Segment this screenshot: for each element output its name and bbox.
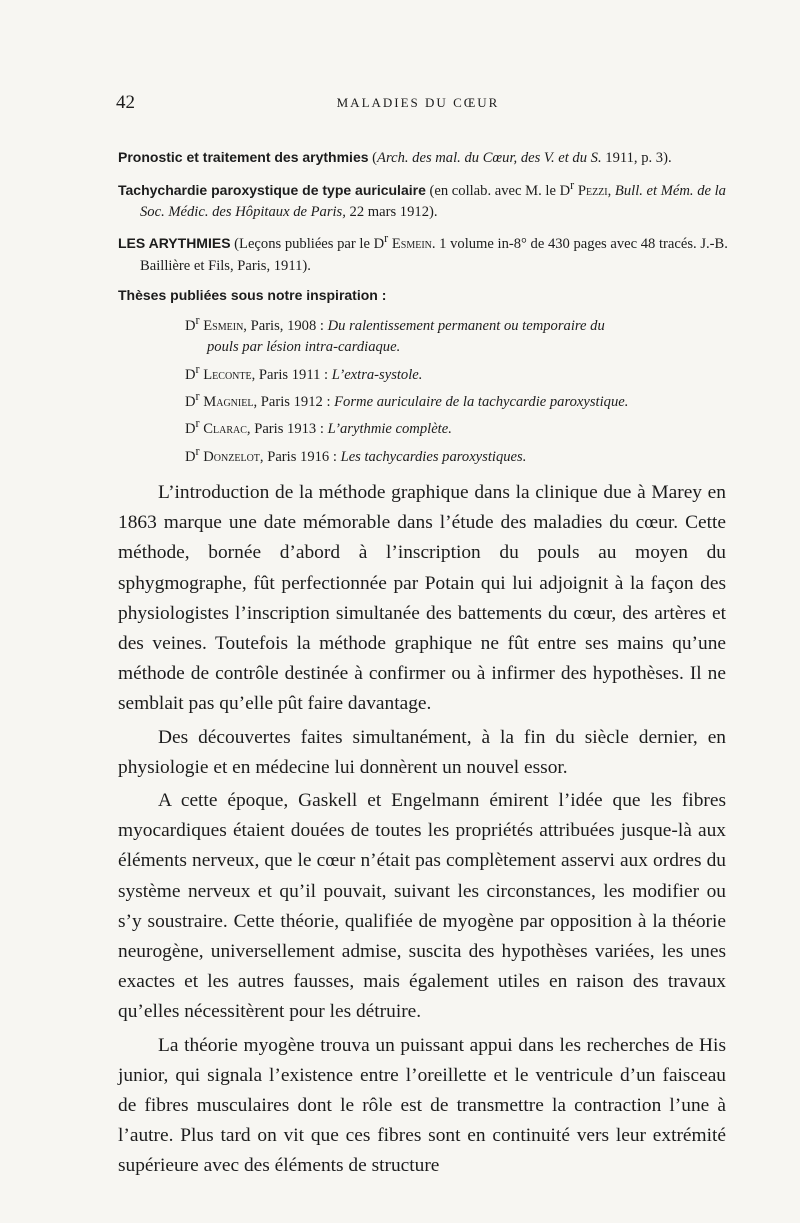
paragraph: La théorie myogène trouva un puissant appui dans les recherches de His junior, qui signala l’existence entre l’oreillette et le ventricule d’un faisceau de fibres musculaires dont le rôle est de transmettre la contraction l’une à l’autre. Plus tard on vit que ces fibres sont en continuité vers leur extrémité supérieure avec des éléments de structure: [118, 1034, 726, 1177]
bib-entry-2: Tachychardie paroxystique de type auriculaire (en collab. avec M. le $D^r$ Pezzi, Bull. et Mém. de la Soc. Médic. des Hôpitaux de Paris, 22 mars 1912).: [118, 177, 726, 220]
bib-entry-1: Pronostic et traitement des arythmies (Arch. des mal. du Cœur, des V. et du S. 1911, p. 3).: [118, 149, 672, 166]
body-text: [118, 478, 726, 1185]
page-number: 42: [116, 92, 135, 113]
bib-entry-3: LES ARYTHMIES (Leçons publiées par le $D^r$ Esmein. 1 volume in-8° de 430 pages avec 48 tracés. J.-B. Baillière et Fils, Paris, 1911).: [118, 231, 728, 274]
thesis-item: $D^r$ Clarac, Paris 1913 : L’arythmie complète.: [185, 416, 452, 438]
thesis-item: $D^r$ Esmein, Paris, 1908 : Du ralentissement permanent ou temporaire du pouls par lésion intra-cardiaque.: [185, 312, 605, 356]
running-header: [116, 92, 720, 116]
paragraph: A cette époque, Gaskell et Engelmann émirent l’idée que les fibres myocardiques étaient douées de toutes les propriétés attribuées jusque-là aux éléments nerveux, que le cœur n’était pas complètement asservi aux ordres du système nerveux et qu’il pouvait, suivant les circonstances, les modifier ou s’y soustraire. Cette théorie, qualifiée de myogène par opposition à la théorie neurogène, universellement admise, suscita des hypothèses variées, les unes exactes et les autres fausses, mais également utiles en raison des travaux qu’elles nécessitèrent pour les détruire.: [118, 790, 726, 1023]
thesis-item: $D^r$ Donzelot, Paris 1916 : Les tachycardies paroxystiques.: [185, 443, 527, 465]
theses-heading: Thèses publiées sous notre inspiration :: [118, 287, 387, 304]
thesis-item: $D^r$ Leconte, Paris 1911 : L’extra-systole.: [185, 361, 423, 383]
paragraph: L’introduction de la méthode graphique dans la clinique due à Marey en 1863 marque une date mémorable dans l’étude des maladies du cœur. Cette méthode, bornée d’abord à l’inscription du pouls au moyen du sphygmographe, fût perfectionnée par Potain qui lui adjoignit à la façon des physiologistes l’inscription simultanée des battements du cœur, des artères et des veines. Toutefois la méthode graphique ne fût entre ses mains qu’une méthode de contrôle destinée à confirmer ou à infirmer des hypothèses. Il ne semblait pas qu’elle pût faire davantage.: [118, 482, 726, 715]
paragraph: Des découvertes faites simultanément, à la fin du siècle dernier, en physiologie et en médecine lui donnèrent un nouvel essor.: [118, 726, 726, 778]
bibliography: [118, 147, 728, 468]
thesis-item: $D^r$ Magniel, Paris 1912 : Forme auriculaire de la tachycardie paroxystique.: [185, 388, 629, 410]
running-title: MALADIES DU CŒUR: [336, 95, 500, 110]
